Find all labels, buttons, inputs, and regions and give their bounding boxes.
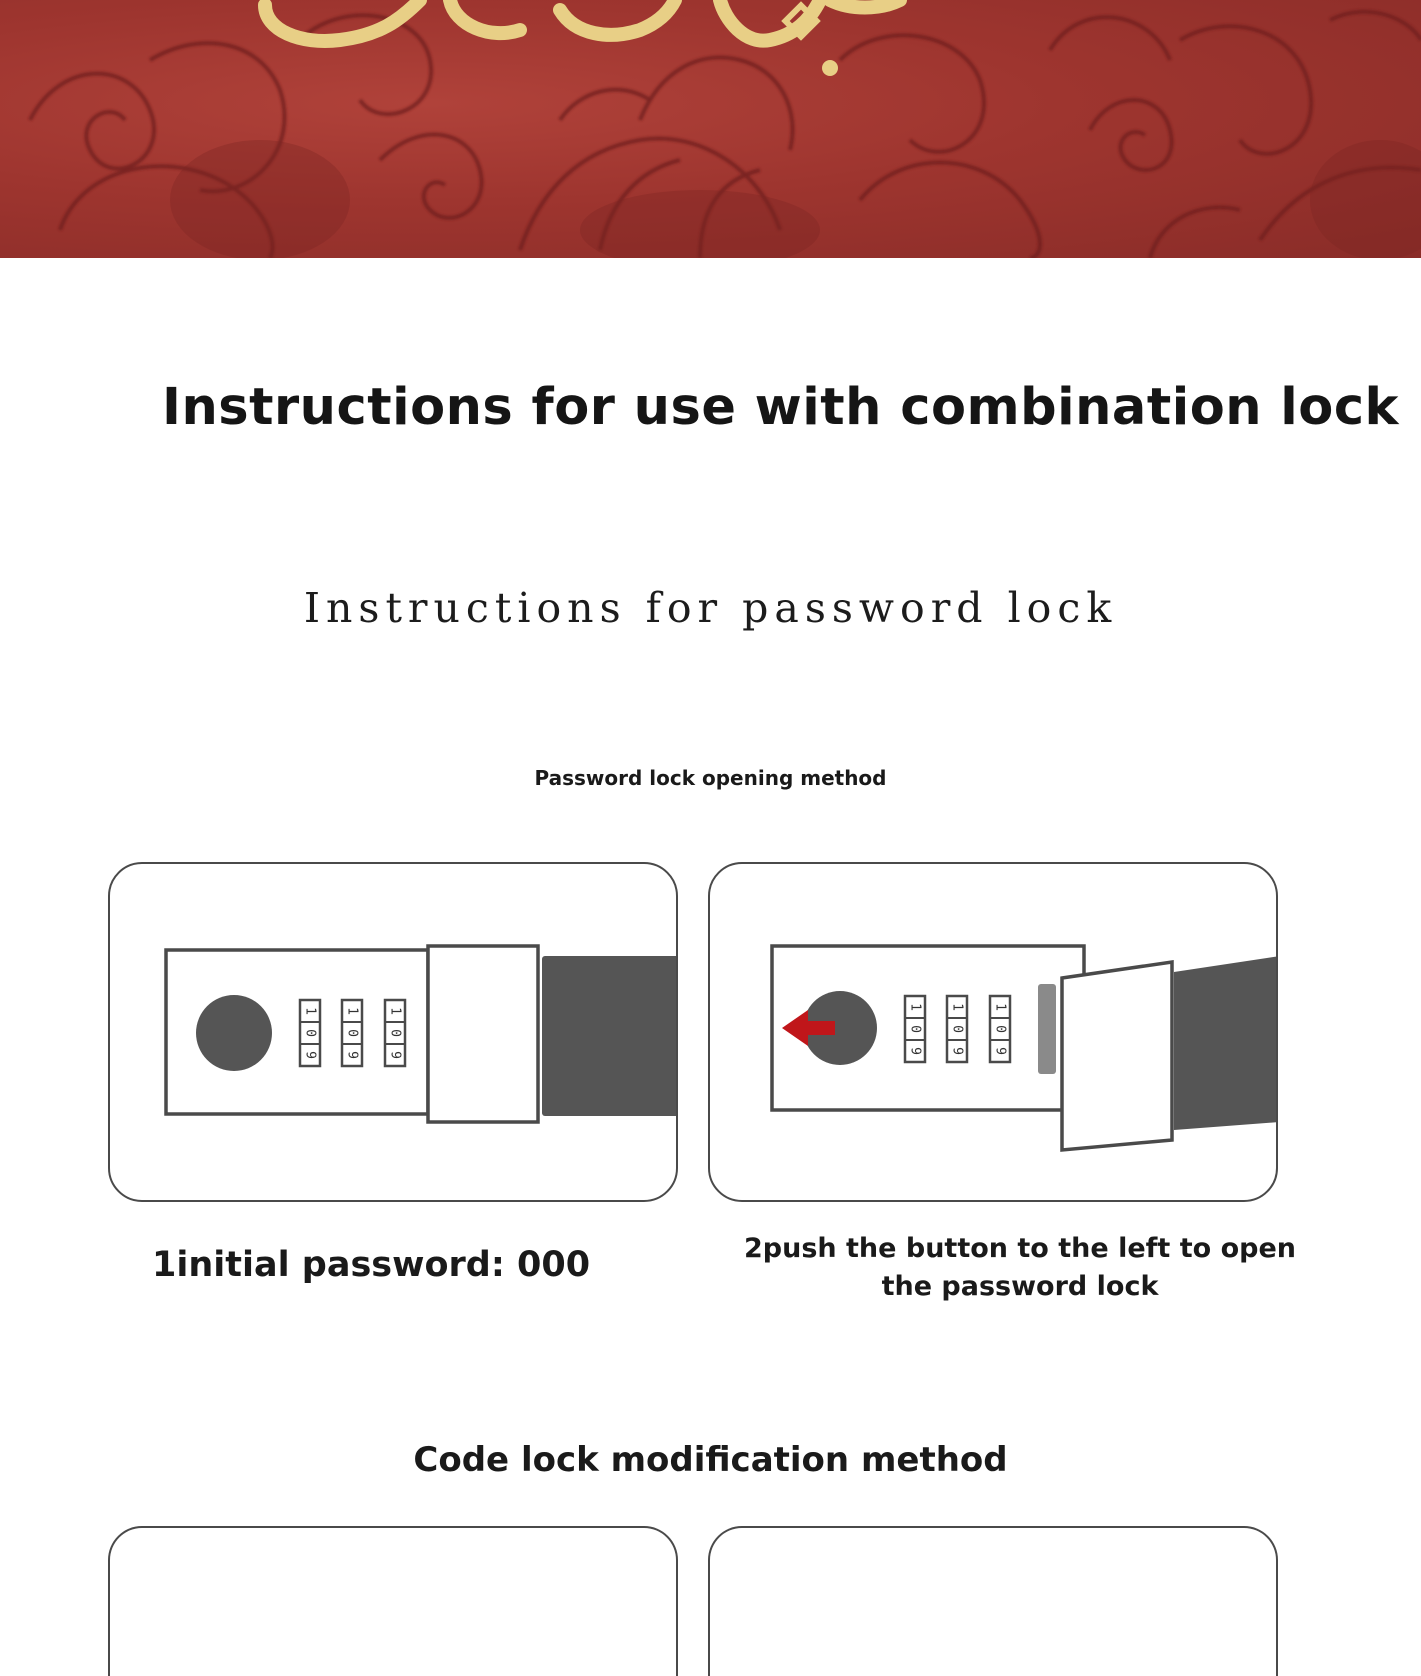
opening-method-label: Password lock opening method bbox=[534, 766, 887, 790]
dial-wheel-2 bbox=[342, 1000, 362, 1066]
step-2-panel bbox=[708, 862, 1278, 1202]
modification-step-1-panel bbox=[108, 1526, 678, 1676]
step-2-caption: 2push the button to the left to open the password lock bbox=[744, 1233, 1296, 1302]
sub-title: Instructions for password lock bbox=[303, 584, 1118, 632]
svg-text:1: 1 bbox=[907, 1003, 923, 1011]
lock-illustration bbox=[710, 864, 1278, 1202]
dial-wheel-3 bbox=[385, 1000, 405, 1066]
main-title: Instructions for use with combination lock bbox=[162, 378, 1399, 437]
svg-text:9: 9 bbox=[344, 1051, 360, 1059]
svg-text:1: 1 bbox=[992, 1003, 1008, 1011]
svg-text:9: 9 bbox=[302, 1051, 318, 1059]
dial-wheel-3 bbox=[990, 996, 1010, 1062]
svg-text:0: 0 bbox=[992, 1025, 1008, 1033]
modification-step-2-panel bbox=[708, 1526, 1278, 1676]
dial-wheel-1 bbox=[905, 996, 925, 1062]
modification-method-label: Code lock modification method bbox=[413, 1440, 1008, 1480]
svg-text:1: 1 bbox=[949, 1003, 965, 1011]
svg-text:9: 9 bbox=[992, 1047, 1008, 1055]
svg-text:1: 1 bbox=[302, 1007, 318, 1015]
svg-text:1: 1 bbox=[387, 1007, 403, 1015]
svg-text:0: 0 bbox=[907, 1025, 923, 1033]
svg-text:9: 9 bbox=[949, 1047, 965, 1055]
strap bbox=[1174, 956, 1278, 1130]
lock-illustration bbox=[110, 864, 678, 1202]
dial-wheel-2 bbox=[947, 996, 967, 1062]
banner-leather-pattern bbox=[0, 0, 1421, 258]
svg-text:0: 0 bbox=[344, 1029, 360, 1037]
lock-button-icon bbox=[196, 995, 272, 1071]
svg-text:0: 0 bbox=[949, 1025, 965, 1033]
step-1-caption: 1initial password: 000 bbox=[152, 1245, 591, 1285]
svg-text:0: 0 bbox=[387, 1029, 403, 1037]
decorative-banner bbox=[0, 0, 1421, 258]
dial-wheel-1 bbox=[300, 1000, 320, 1066]
release-slot bbox=[1038, 984, 1056, 1074]
svg-text:9: 9 bbox=[907, 1047, 923, 1055]
svg-text:0: 0 bbox=[302, 1029, 318, 1037]
svg-text:1: 1 bbox=[344, 1007, 360, 1015]
svg-text:9: 9 bbox=[387, 1051, 403, 1059]
strap bbox=[542, 956, 678, 1116]
step-1-panel bbox=[108, 862, 678, 1202]
